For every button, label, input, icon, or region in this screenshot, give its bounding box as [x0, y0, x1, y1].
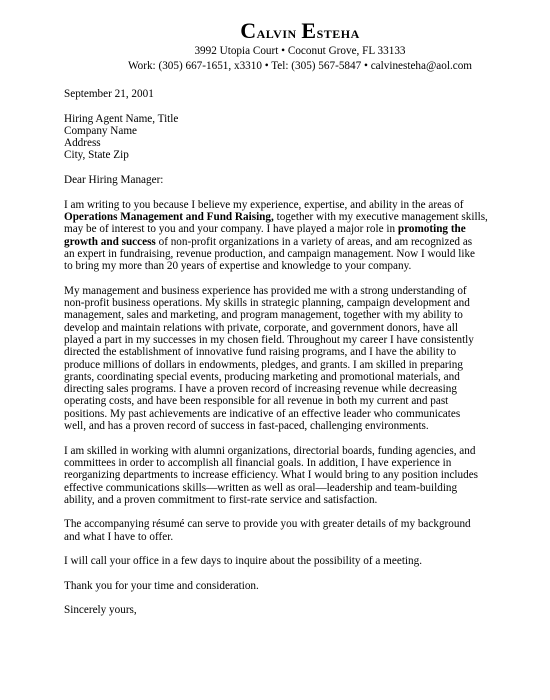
paragraph-skills: [64, 445, 504, 506]
text-line: produce millions of dollars in endowments, pledges, and grants. I am skilled in preparing: [64, 358, 463, 371]
text-line: operating costs, and have been responsible for all revenue in both my current and past: [64, 395, 449, 408]
text-line: The accompanying résumé can serve to provide you with greater details of my background: [64, 518, 471, 531]
text-line: may be of interest to you and your company. I have played a major role in promoting the: [64, 223, 466, 236]
text-line: committees in order to accomplish all financial goals. In addition, I have experience in: [64, 456, 452, 469]
bold-phrase: Operations Management and Fund Raising,: [64, 210, 274, 223]
paragraph-thanks: Thank you for your time and consideration.: [64, 579, 259, 592]
text-line: Operations Management and Fund Raising, together with my executive management skills,: [64, 210, 488, 223]
text-line: I am skilled in working with alumni organizations, directorial boards, funding agencies, and: [64, 444, 476, 457]
sender-name: [50, 18, 550, 44]
name-last-rest: steha: [316, 23, 360, 42]
text-line: positions. My past achievements are indicative of an effective leader who communicates: [64, 407, 461, 420]
recipient-line: Hiring Agent Name, Title: [64, 112, 179, 125]
text-line: an expert in fundraising, revenue production, and campaign management. Now I would like: [64, 247, 476, 260]
bold-phrase: growth and success: [64, 235, 156, 248]
name-first-rest: alvin: [256, 23, 297, 42]
text-line: directed the establishment of innovative fund raising programs, and I have the ability to: [64, 346, 457, 359]
text-line: growth and success of non-profit organizations in a variety of areas, and am recognized as: [64, 235, 473, 248]
text-line: well, and has a proven record of success in fast-paced, challenging environments.: [64, 420, 429, 433]
recipient-block: [64, 113, 504, 162]
letterhead: [0, 18, 550, 74]
bold-phrase: promoting the: [397, 223, 466, 236]
text-line: effective communications skills—written as well as oral—leadership and team-building: [64, 481, 458, 494]
text-line: to bring my more than 20 years of expertise and knowledge to your company.: [64, 260, 412, 273]
text-line: My management and business experience has provided me with a strong understanding of: [64, 284, 467, 297]
text-line: develop and maintain relations with private, corporate, and government donors, have all: [64, 321, 458, 334]
paragraph-intro: [64, 199, 504, 273]
paragraph-followup: I will call your office in a few days to inquire about the possibility of a meeting.: [64, 555, 423, 568]
name-first-initial: C: [240, 18, 257, 43]
text-line: reorganizing departments to increase efficiency. What I would bring to any position includes: [64, 469, 479, 482]
text-line: ability, and a proven commitment to first-rate service and satisfaction.: [64, 493, 378, 506]
recipient-line: City, State Zip: [64, 149, 129, 162]
text-line: and what I have to offer.: [64, 530, 174, 543]
letter-date: September 21, 2001: [64, 88, 154, 100]
paragraph-resume: [64, 518, 504, 543]
text-line: non-profit business operations. My skills in strategic planning, campaign development and: [64, 297, 470, 310]
sender-contact: Work: (305) 667-1651, x3310 • Tel: (305) 567-5847 • calvinesteha@aol.com: [127, 60, 473, 72]
recipient-line: Address: [64, 137, 101, 150]
paragraph-experience: [64, 285, 504, 433]
closing: Sincerely yours,: [64, 604, 137, 617]
text-line: directing sales programs. I have a proven record of increasing revenue while decreasing: [64, 383, 457, 396]
salutation: Dear Hiring Manager:: [64, 174, 164, 187]
name-last-initial: E: [301, 18, 317, 43]
letter-body: [64, 88, 504, 617]
text-line: I am writing to you because I believe my experience, expertise, and ability in the areas of: [64, 198, 464, 211]
text-line: played a part in my successes in my chosen field. Throughout my career I have consistently: [64, 333, 474, 346]
text-line: grants, coordinating special events, producing marketing and promotional materials, and: [64, 370, 460, 383]
text-line: management, sales and marketing, and program management, together with my ability to: [64, 309, 463, 322]
recipient-line: Company Name: [64, 124, 138, 137]
sender-address: 3992 Utopia Court • Coconut Grove, FL 33133: [194, 45, 406, 57]
